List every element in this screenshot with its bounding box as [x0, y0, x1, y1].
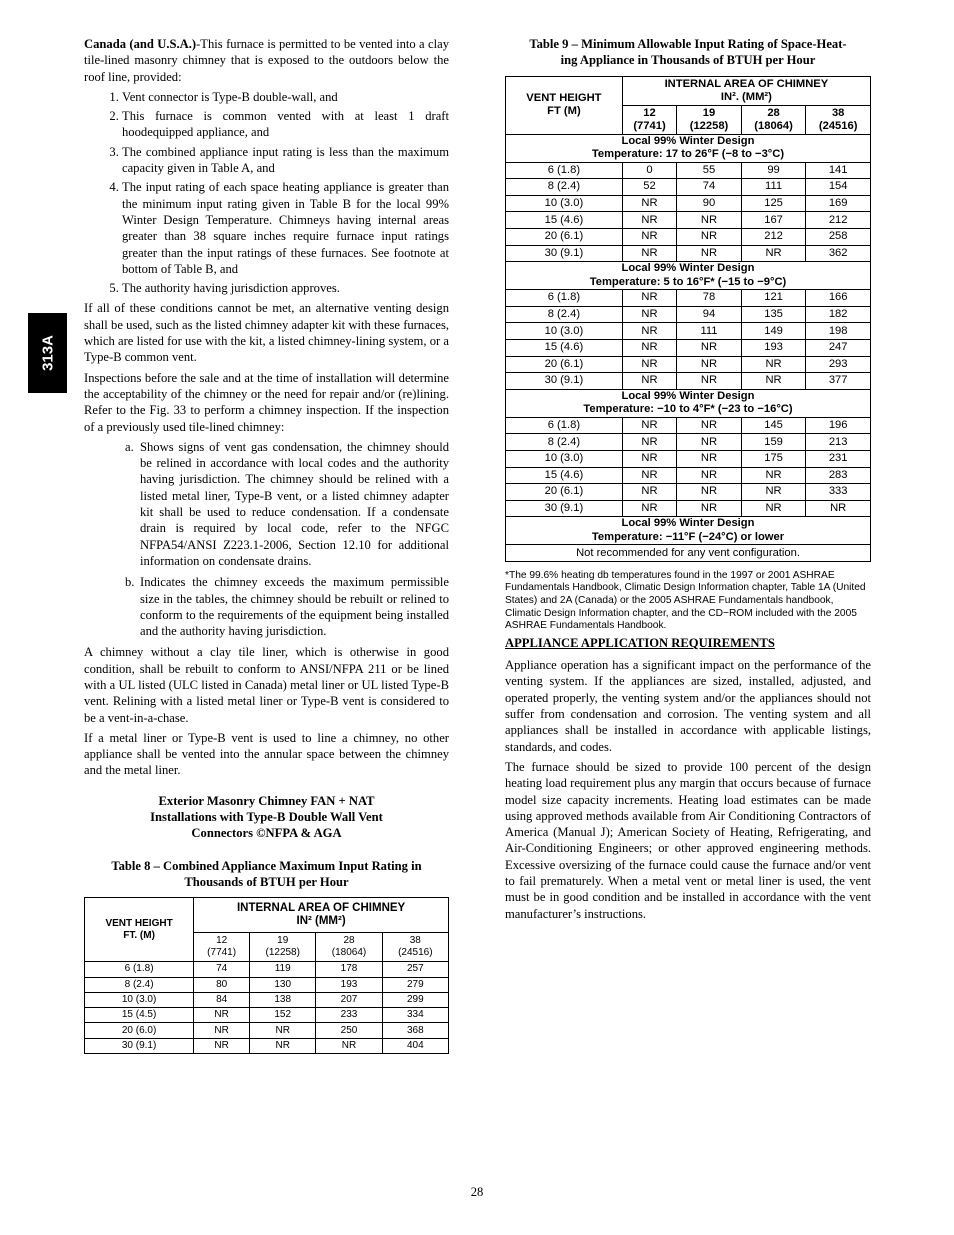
- header-line: FT (M): [547, 105, 581, 118]
- table9-footnote: *The 99.6% heating db temperatures found in the 1997 or 2001 ASHRAE Fundamentals Handbook, Climatic Design Information chapter, Table 1A (United States) and 2A (Canada) or the 2005 ASHRAE Fundamentals handbook, Climatic Design Information chapter, and the CD−ROM included with the 2005 ASHRAE Fundamentals Handbook.: [505, 569, 866, 632]
- table-cell: 169: [806, 195, 871, 212]
- table8-column-header: [382, 933, 448, 962]
- sub-item-letter: b.: [125, 575, 135, 590]
- table-cell: NR: [677, 450, 742, 467]
- table-row: [506, 323, 871, 340]
- table-cell: NR: [741, 484, 806, 501]
- table-cell: 334: [382, 1008, 448, 1023]
- column-size: 19: [277, 935, 289, 947]
- para-if-all: If all of these conditions cannot be met, an alternative venting design shall be used, such as the listed chimney adapter kit with these furnaces, which are listed for use with the kit, a listed chimney-lining system, or a Type-B common vent.: [84, 301, 449, 365]
- table-cell: NR: [741, 245, 806, 262]
- table-row: [506, 434, 871, 451]
- table-cell: NR: [622, 434, 676, 451]
- section-title: [506, 134, 871, 162]
- table-cell: 80: [194, 977, 250, 992]
- table-cell: NR: [741, 467, 806, 484]
- column-size-mm: (24516): [398, 947, 433, 959]
- right-column: [505, 36, 871, 926]
- column-size: 28: [767, 106, 780, 119]
- table8-title-line: Thousands of BTUH per Hour: [184, 874, 349, 889]
- sub-item: [125, 439, 449, 569]
- table-cell: NR: [622, 212, 676, 229]
- table-cell: 167: [741, 212, 806, 229]
- table-cell: NR: [250, 1023, 316, 1038]
- table-cell: 8 (2.4): [506, 434, 623, 451]
- table9: [505, 76, 871, 562]
- column-size-mm: (18064): [331, 947, 367, 959]
- column-size: 12: [216, 935, 228, 947]
- table-cell: NR: [194, 1038, 250, 1053]
- table-cell: 212: [806, 212, 871, 229]
- table-row: [506, 467, 871, 484]
- column-size-mm: (24516): [818, 119, 858, 132]
- table-cell: 0: [622, 162, 676, 179]
- table-cell: NR: [622, 500, 676, 517]
- table-cell: 121: [741, 290, 806, 307]
- side-tab-label: 313A: [39, 335, 56, 371]
- column-size-mm: (12258): [689, 119, 729, 132]
- not-recommended-text: Not recommended for any vent configuration.: [506, 545, 871, 562]
- table8-column-header: [194, 933, 250, 962]
- table9-title: [505, 36, 871, 69]
- table-cell: NR: [677, 484, 742, 501]
- table-cell: NR: [622, 195, 676, 212]
- table8-column-header: [316, 933, 382, 962]
- table8-vent-height-header: [85, 898, 194, 962]
- intro-paragraph: [84, 36, 449, 85]
- table-cell: NR: [741, 500, 806, 517]
- table-cell: 196: [806, 417, 871, 434]
- column-size: 28: [343, 935, 355, 947]
- condition-item: 1. Vent connector is Type-B double-wall, and: [122, 89, 449, 105]
- table-cell: 90: [677, 195, 742, 212]
- header-line: INTERNAL AREA OF CHIMNEY: [664, 77, 829, 90]
- table-cell: 30 (9.1): [506, 245, 623, 262]
- conditions-list: [84, 89, 449, 297]
- table-row: [85, 1008, 449, 1023]
- table-cell: NR: [677, 212, 742, 229]
- table-cell: 55: [677, 162, 742, 179]
- table-cell: 74: [194, 962, 250, 977]
- table-cell: 6 (1.8): [506, 417, 623, 434]
- section-title-line: Local 99% Winter Design: [621, 517, 755, 530]
- table-cell: 10 (3.0): [85, 992, 194, 1007]
- exterior-heading-line: Connectors ©NFPA & AGA: [191, 826, 342, 841]
- table-cell: 193: [316, 977, 382, 992]
- table9-column-header: [622, 105, 676, 134]
- table-cell: NR: [250, 1038, 316, 1053]
- column-size-mm: (12258): [265, 947, 300, 959]
- table-row: [85, 992, 449, 1007]
- table8-column-header: [250, 933, 316, 962]
- table-row: [85, 977, 449, 992]
- table-cell: 182: [806, 306, 871, 323]
- exterior-heading-line: Exterior Masonry Chimney FAN + NAT: [158, 793, 375, 808]
- table-cell: NR: [622, 339, 676, 356]
- table-cell: NR: [622, 417, 676, 434]
- table-cell: NR: [622, 450, 676, 467]
- header-line: VENT HEIGHT: [105, 917, 173, 929]
- table-cell: 94: [677, 306, 742, 323]
- table-cell: 6 (1.8): [506, 290, 623, 307]
- table-row: [506, 373, 871, 390]
- table-cell: NR: [622, 245, 676, 262]
- table-cell: 84: [194, 992, 250, 1007]
- table-cell: 10 (3.0): [506, 323, 623, 340]
- table9-column-header: [677, 105, 742, 134]
- table-row: [506, 195, 871, 212]
- table-cell: 20 (6.1): [506, 228, 623, 245]
- table-cell: NR: [741, 356, 806, 373]
- table-cell: NR: [316, 1038, 382, 1053]
- header-line: IN² (MM²): [296, 915, 346, 928]
- table-cell: NR: [741, 373, 806, 390]
- para-appliance-operation: Appliance operation has a significant impact on the performance of the venting system. If the appliances are sized, installed, adjusted, and operated properly, the venting system and/or the appliances should not suffer from condensation and corrosion. The venting system and all appliances shall be installed in accordance with applicable listings, standards, and codes.: [505, 658, 871, 754]
- table-cell: 130: [250, 977, 316, 992]
- intro-bold: Canada (and U.S.A.): [84, 37, 197, 51]
- table-row: [506, 162, 871, 179]
- table-cell: 52: [622, 179, 676, 196]
- table-cell: NR: [622, 373, 676, 390]
- table-cell: 152: [250, 1008, 316, 1023]
- table-row: [506, 339, 871, 356]
- table-cell: 258: [806, 228, 871, 245]
- header-line: INTERNAL AREA OF CHIMNEY: [236, 902, 406, 915]
- not-recommended-row: [506, 545, 871, 562]
- section-title-line: Local 99% Winter Design: [621, 262, 755, 275]
- table-cell: 141: [806, 162, 871, 179]
- table-cell: 149: [741, 323, 806, 340]
- condition-item: 4. The input rating of each space heating appliance is greater than the minimum input rating given in Table B for the local 99% Winter Design Temperature. Chimneys having internal areas greater than 38 square inches require furnace input ratings greater than the input ratings of these furnaces. See footnote at bottom of Table B, and: [122, 179, 449, 277]
- table-cell: NR: [622, 356, 676, 373]
- table-cell: NR: [677, 417, 742, 434]
- table-cell: NR: [677, 467, 742, 484]
- table-row: [506, 417, 871, 434]
- table-cell: 78: [677, 290, 742, 307]
- table8: [84, 897, 449, 1054]
- table-cell: 213: [806, 434, 871, 451]
- table-cell: 135: [741, 306, 806, 323]
- table-cell: 377: [806, 373, 871, 390]
- table-row: [506, 179, 871, 196]
- table-cell: NR: [622, 228, 676, 245]
- para-furnace-sizing: The furnace should be sized to provide 100 percent of the design heating load requirement plus any margin that occurs because of furnace model size capacity increments. Heating load estimates can be made using approved methods available from Air Conditioning Contractors of America (Manual J); American Society of Heating, Refrigerating, and Air-Conditioning Engineers; or other approved engineering methods. Excessive oversizing of the furnace could cause the furnace and/or vent to fail prematurely. When a metal vent or metal liner is used, the vent must be in good condition and be installed in accordance with the vent manufacturer’s instructions.: [505, 759, 871, 921]
- inspection-sublist: [84, 439, 449, 640]
- exterior-heading-line: Installations with Type-B Double Wall Vent: [150, 810, 383, 825]
- table-cell: 212: [741, 228, 806, 245]
- condition-item: 5. The authority having jurisdiction approves.: [122, 280, 449, 296]
- table-row: [506, 356, 871, 373]
- section-header-row: [506, 389, 871, 417]
- section-header-row: [506, 517, 871, 545]
- table-cell: 257: [382, 962, 448, 977]
- table9-vent-height-header: [506, 76, 623, 134]
- column-size-mm: (7741): [207, 947, 237, 959]
- left-column: [84, 36, 449, 1054]
- table-cell: 111: [677, 323, 742, 340]
- table8-area-header: [194, 898, 449, 933]
- table-cell: NR: [622, 467, 676, 484]
- table-row: [506, 450, 871, 467]
- section-title-line: Temperature: 17 to 26°F (−8 to −3°C): [591, 148, 785, 161]
- table-cell: 30 (9.1): [85, 1038, 194, 1053]
- condition-item: 3. The combined appliance input rating is less than the maximum capacity given in Table A, and: [122, 144, 449, 177]
- table9-area-header: [622, 76, 870, 105]
- table-cell: 15 (4.5): [85, 1008, 194, 1023]
- para-metal-liner: If a metal liner or Type-B vent is used to line a chimney, no other appliance shall be vented into the annular space between the chimney and the metal liner.: [84, 730, 449, 778]
- table-cell: 8 (2.4): [506, 306, 623, 323]
- table-cell: 15 (4.6): [506, 467, 623, 484]
- table-cell: 362: [806, 245, 871, 262]
- table-cell: 8 (2.4): [506, 179, 623, 196]
- table-cell: NR: [677, 228, 742, 245]
- table-cell: 166: [806, 290, 871, 307]
- table-cell: 175: [741, 450, 806, 467]
- side-tab: [28, 313, 67, 393]
- table-cell: 231: [806, 450, 871, 467]
- table8-title-line: Table 8 – Combined Appliance Maximum Input Rating in: [111, 858, 422, 873]
- table-row: [85, 1023, 449, 1038]
- table-cell: NR: [194, 1008, 250, 1023]
- table8-title: [84, 858, 449, 891]
- section-title: [506, 262, 871, 290]
- section-header-row: [506, 262, 871, 290]
- table-cell: 30 (9.1): [506, 373, 623, 390]
- table8-body: [85, 962, 449, 1054]
- table-cell: 247: [806, 339, 871, 356]
- sub-item-text: Shows signs of vent gas condensation, the chimney should be relined in accordance with local codes and the authority having jurisdiction. The chimney should be relined with a listed metal liner, Type-B vent, or a listed chimney adapter kit shall be used to reduce condensation. If a condensate drain is required by local code, refer to the NFGC NFPA54/ANSI Z223.1-2006, Section 12.10 for additional information on condensate drains.: [140, 439, 449, 568]
- column-size: 38: [409, 935, 421, 947]
- page-number: 28: [470, 1185, 484, 1199]
- header-line: IN². (MM²): [720, 90, 772, 103]
- column-size-mm: (18064): [754, 119, 793, 132]
- table-cell: 20 (6.1): [506, 484, 623, 501]
- section-title-line: Local 99% Winter Design: [621, 389, 755, 402]
- intro-rest: -This furnace is permitted to be vented into a clay tile-lined masonry chimney that is exposed to the outdoors below the roof line, provided:: [84, 37, 449, 84]
- table-cell: 74: [677, 179, 742, 196]
- appliance-application-heading: APPLIANCE APPLICATION REQUIREMENTS: [505, 635, 775, 650]
- table-cell: 125: [741, 195, 806, 212]
- table-cell: 279: [382, 977, 448, 992]
- table-cell: 404: [382, 1038, 448, 1053]
- section-title: [506, 389, 871, 417]
- table-row: [506, 212, 871, 229]
- table-row: [85, 962, 449, 977]
- table-cell: 145: [741, 417, 806, 434]
- table-row: [506, 290, 871, 307]
- table-cell: NR: [194, 1023, 250, 1038]
- column-size: 38: [831, 106, 845, 119]
- table-row: [85, 1038, 449, 1053]
- table-cell: 283: [806, 467, 871, 484]
- table-row: [506, 500, 871, 517]
- table-cell: NR: [677, 339, 742, 356]
- header-line: FT. (M): [123, 929, 155, 941]
- para-without-liner: A chimney without a clay tile liner, which is otherwise in good condition, shall be rebuilt to conform to ANSI/NFPA 211 or be lined with a UL listed (ULC listed in Canada) metal liner or UL listed Type-B vent. Relining with a listed metal liner or Type-B vent is considered to be a vent-in-a-chase.: [84, 645, 449, 725]
- table-cell: NR: [677, 500, 742, 517]
- table-cell: 154: [806, 179, 871, 196]
- table9-title-line: Table 9 – Minimum Allowable Input Rating of Space-Heat-: [529, 37, 847, 51]
- table-cell: 333: [806, 484, 871, 501]
- table-cell: NR: [622, 323, 676, 340]
- condition-item: 2. This furnace is common vented with at least 1 draft hoodequipped appliance, and: [122, 108, 449, 141]
- table9-column-header: [806, 105, 871, 134]
- table9-title-line: ing Appliance in Thousands of BTUH per Hour: [560, 53, 816, 68]
- table-cell: 111: [741, 179, 806, 196]
- column-size: 19: [702, 106, 716, 119]
- table-cell: NR: [677, 373, 742, 390]
- table-cell: 15 (4.6): [506, 212, 623, 229]
- section-title-line: Temperature: −11°F (−24°C) or lower: [591, 530, 785, 543]
- table-cell: NR: [677, 434, 742, 451]
- table-cell: NR: [806, 500, 871, 517]
- exterior-chimney-heading: [84, 793, 449, 842]
- sub-item-letter: a.: [125, 439, 134, 454]
- sub-item: [125, 574, 449, 639]
- table-cell: 207: [316, 992, 382, 1007]
- section-header-row: [506, 134, 871, 162]
- table-cell: 30 (9.1): [506, 500, 623, 517]
- table-cell: 20 (6.1): [506, 356, 623, 373]
- table9-column-header: [741, 105, 806, 134]
- table-cell: 159: [741, 434, 806, 451]
- table-cell: 6 (1.8): [85, 962, 194, 977]
- table-row: [506, 228, 871, 245]
- table-row: [506, 306, 871, 323]
- section-title-line: Temperature: −10 to 4°F* (−23 to −16°C): [583, 403, 793, 416]
- table-cell: 299: [382, 992, 448, 1007]
- table-cell: 10 (3.0): [506, 450, 623, 467]
- table-cell: NR: [677, 356, 742, 373]
- table-cell: 20 (6.0): [85, 1023, 194, 1038]
- section-title-line: Local 99% Winter Design: [621, 134, 755, 147]
- table-cell: 6 (1.8): [506, 162, 623, 179]
- section-title-line: Temperature: 5 to 16°F* (−15 to −9°C): [589, 275, 787, 288]
- table-cell: 250: [316, 1023, 382, 1038]
- table-cell: 178: [316, 962, 382, 977]
- table9-body: [506, 134, 871, 561]
- table-cell: NR: [622, 484, 676, 501]
- para-inspections: Inspections before the sale and at the time of installation will determine the acceptability of the chimney or the need for repair and/or (re)lining. Refer to the Fig. 33 to perform a chimney inspection. If the inspection of a previously used tile-lined chimney:: [84, 370, 449, 434]
- section-title: [506, 517, 871, 545]
- table-cell: NR: [622, 290, 676, 307]
- table-row: [506, 484, 871, 501]
- table-cell: 198: [806, 323, 871, 340]
- table-cell: 10 (3.0): [506, 195, 623, 212]
- table-cell: 15 (4.6): [506, 339, 623, 356]
- table-cell: 368: [382, 1023, 448, 1038]
- column-size-mm: (7741): [633, 119, 666, 132]
- table-row: [506, 245, 871, 262]
- column-size: 12: [643, 106, 656, 119]
- table-cell: 193: [741, 339, 806, 356]
- table-cell: 119: [250, 962, 316, 977]
- sub-item-text: Indicates the chimney exceeds the maximum permissible size in the tables, the chimney should be rebuilt or relined to conform to the requirements of the equipment being installed and the authority having jurisdiction.: [140, 575, 449, 639]
- table-cell: NR: [677, 245, 742, 262]
- table-cell: 8 (2.4): [85, 977, 194, 992]
- table-cell: 138: [250, 992, 316, 1007]
- table-cell: 233: [316, 1008, 382, 1023]
- table-cell: 293: [806, 356, 871, 373]
- header-line: VENT HEIGHT: [526, 92, 602, 105]
- table-cell: 99: [741, 162, 806, 179]
- table-cell: NR: [622, 306, 676, 323]
